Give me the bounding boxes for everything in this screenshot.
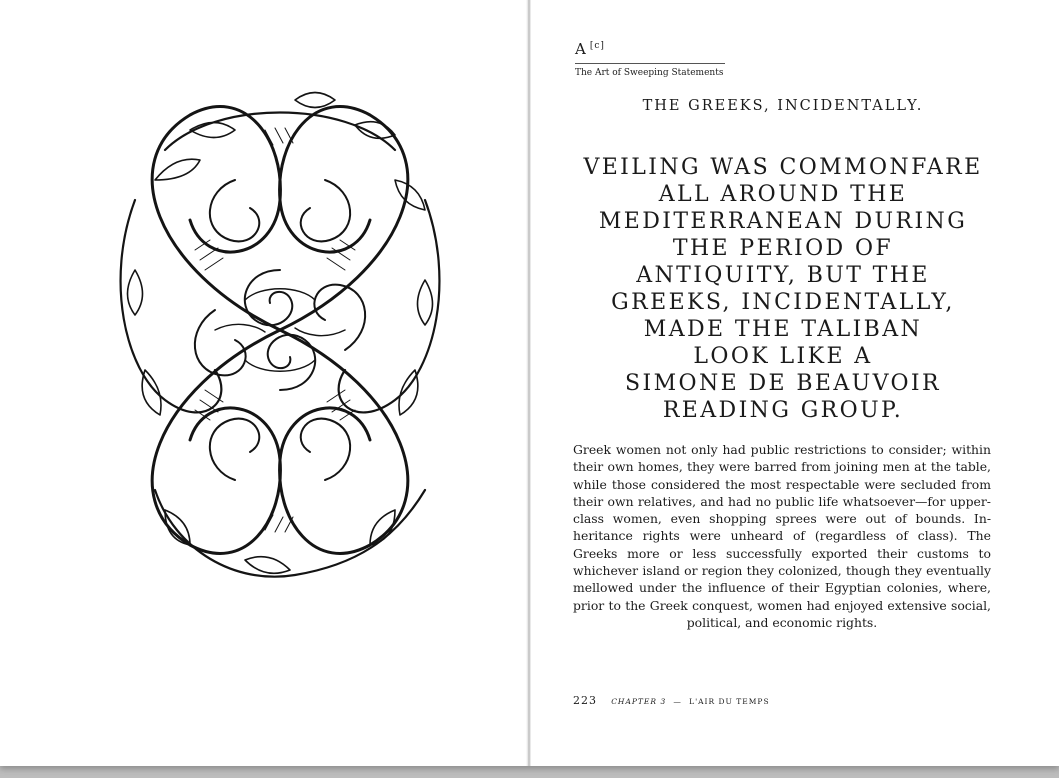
chapter-label: CHAPTER 3 <box>611 697 667 706</box>
section-superscript: [c] <box>589 41 605 51</box>
section-subtitle: The Art of Sweeping Statements <box>575 68 724 78</box>
headline-line: GREEKS, INCIDENTALLY, <box>611 290 955 315</box>
headline-line: THE PERIOD OF <box>672 236 894 261</box>
body-paragraph: Greek women not only had public restrictions to consider; within their own homes, they were barred from joining men at the table, while those considered the most respectable were secluded from their own relatives, and had no public life whatsoever—for upper-class women, even shopping sprees were out of bounds. Inheritance rights were unheard of (regardless of class). The Greeks more or less successfully exported their customs to whichever island or region they colonized, though they eventually mellowed under the influence of their Egyptian colonies, where, prior to the Greek conquest, women had enjoyed extensive social, political, and economic rights. <box>573 442 991 630</box>
header-rule <box>575 63 725 64</box>
headline-line: ALL AROUND THE <box>658 182 908 207</box>
headline-line: MADE THE TALIBAN <box>643 317 923 342</box>
page-footer <box>573 694 770 707</box>
right-page <box>531 0 1059 766</box>
headline-line: READING GROUP. <box>662 398 904 423</box>
section-mark <box>575 40 605 58</box>
left-page <box>0 0 528 766</box>
running-title: L'AIR DU TEMPS <box>689 697 770 706</box>
acanthus-scroll-ornament-icon <box>95 70 465 590</box>
headline-line: LOOK LIKE A <box>693 344 873 369</box>
headline-line: MEDITERRANEAN DURING <box>598 209 968 234</box>
kicker-heading: THE GREEKS, INCIDENTALLY. <box>642 98 924 114</box>
headline-line: SIMONE DE BEAUVOIR <box>625 371 941 396</box>
footer-separator: — <box>673 697 682 706</box>
page-number: 223 <box>573 694 597 707</box>
section-letter: A <box>575 40 587 58</box>
headline-line: ANTIQUITY, BUT THE <box>636 263 930 288</box>
headline <box>561 154 1005 424</box>
headline-line: VEILING WAS COMMONFARE <box>583 155 983 180</box>
